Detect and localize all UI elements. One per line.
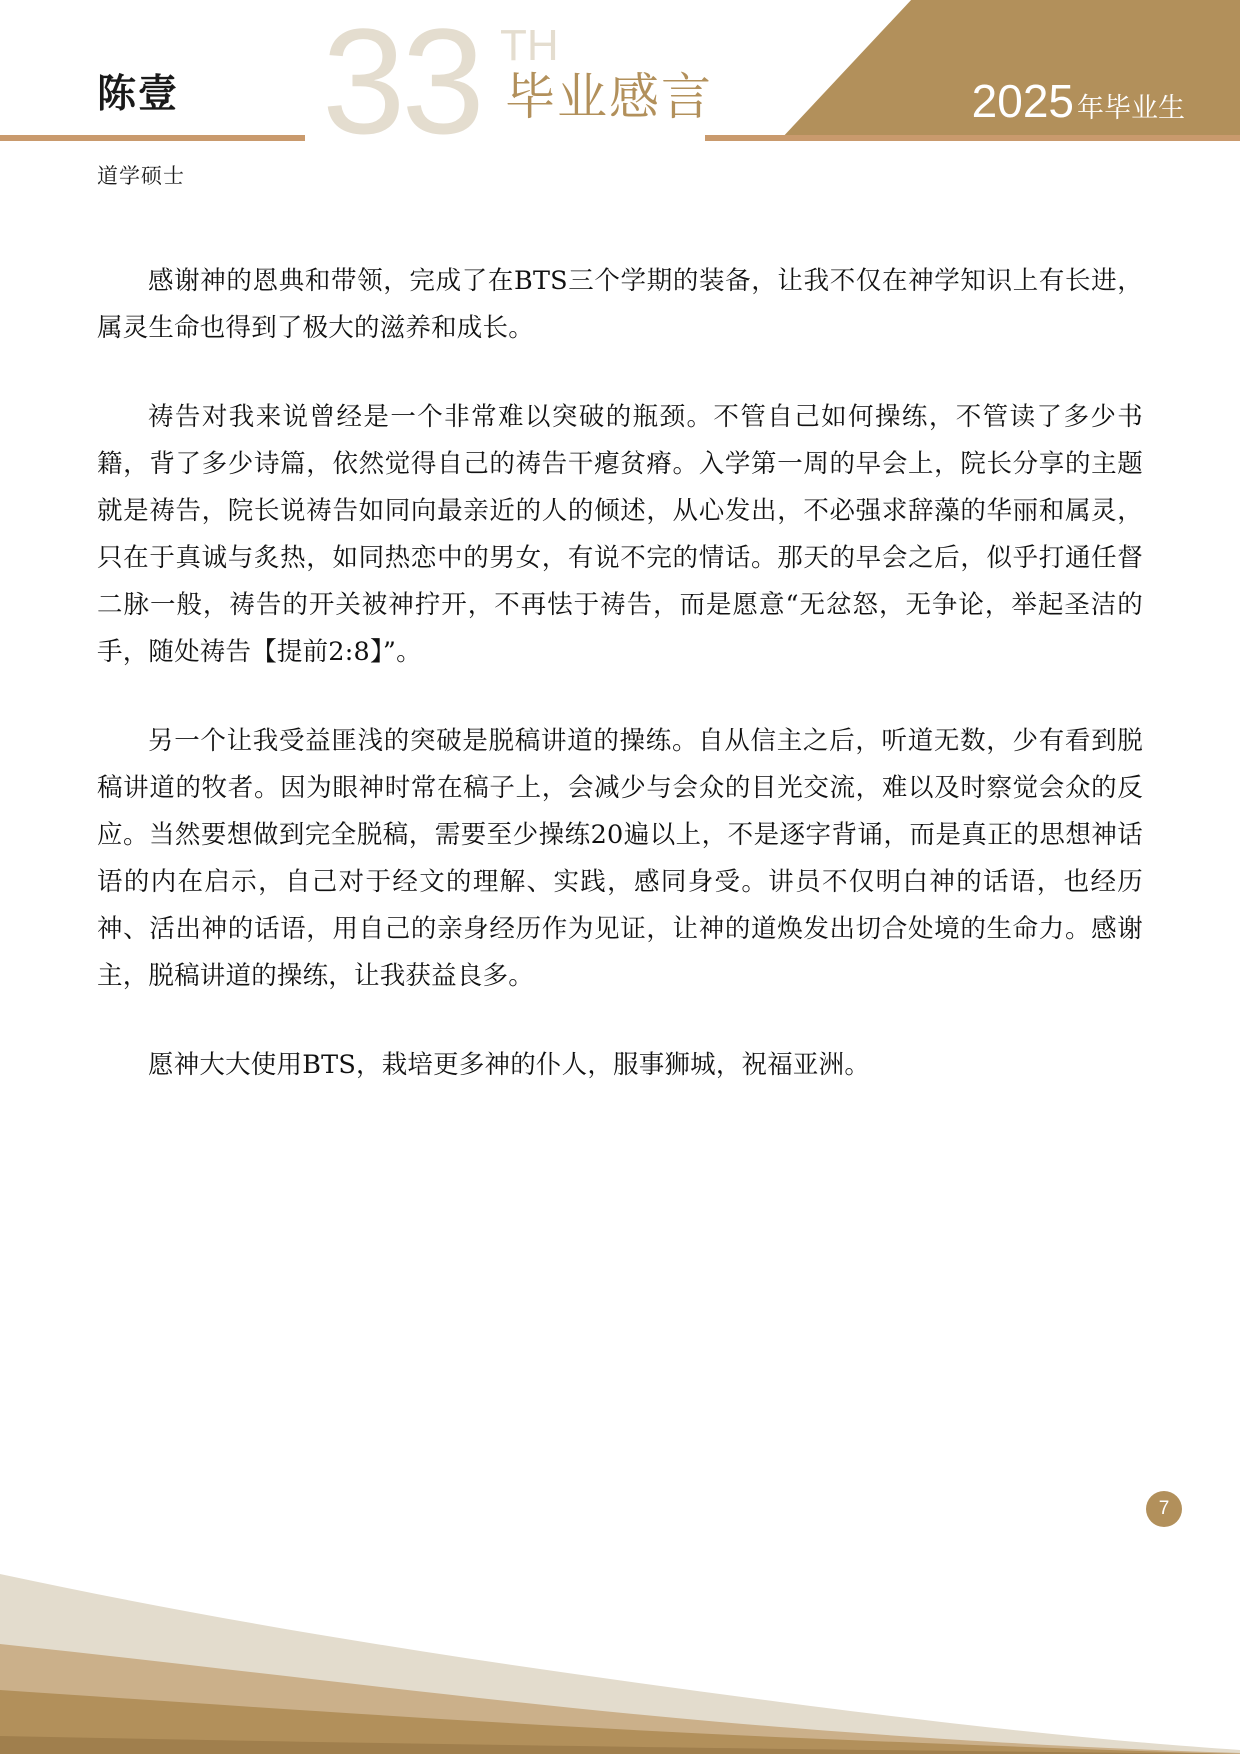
- graduation-year-number: 2025: [971, 75, 1074, 127]
- article-paragraph: 祷告对我来说曾经是一个非常难以突破的瓶颈。不管自己如何操练，不管读了多少书籍，背了多少诗篇，依然觉得自己的祷告干瘪贫瘠。入学第一周的早会上，院长分享的主题就是祷告，院长说祷告如同向最亲近的人的倾述，从心发出，不必强求辞藻的华丽和属灵，只在于真诚与炙热，如同热恋中的男女，有说不完的情话。那天的早会之后，似乎打通任督二脉一般，祷告的开关被神拧开，不再怯于祷告，而是愿意“无忿怒，无争论，举起圣洁的手，随处祷告【提前2:8】”。: [97, 402, 1143, 667]
- header-rule-right: [705, 135, 1240, 141]
- graduation-year-block: [971, 75, 1185, 127]
- section-title: 毕业感言: [505, 68, 713, 126]
- article-paragraph: 愿神大大使用BTS，栽培更多神的仆人，服事狮城，祝福亚洲。: [148, 1050, 871, 1080]
- footer-decoration: [0, 1454, 1240, 1754]
- article-body: [97, 258, 1143, 1089]
- graduate-name: 陈壹: [97, 72, 180, 117]
- header-rule-left: [0, 135, 305, 141]
- page-header: [0, 0, 1240, 210]
- graduation-year-label: 年毕业生: [1077, 93, 1185, 124]
- article-paragraph: 感谢神的恩典和带领，完成了在BTS三个学期的装备，让我不仅在神学知识上有长进，属灵生命也得到了极大的滋养和成长。: [97, 266, 1143, 343]
- footer-wave-graphic: [0, 1454, 1240, 1754]
- edition-number: 33: [322, 0, 481, 165]
- edition-ordinal-suffix: TH: [500, 21, 559, 70]
- footer-wave-mid: [0, 1644, 1240, 1754]
- footer-wave-light: [0, 1574, 1240, 1754]
- article-paragraph: 另一个让我受益匪浅的突破是脱稿讲道的操练。自从信主之后，听道无数，少有看到脱稿讲道的牧者。因为眼神时常在稿子上，会减少与会众的目光交流，难以及时察觉会众的反应。当然要想做到完全脱稿，需要至少操练20遍以上，不是逐字背诵，而是真正的思想神话语的内在启示，自己对于经文的理解、实践，感同身受。讲员不仅明白神的话语，也经历神、活出神的话语，用自己的亲身经历作为见证，让神的道焕发出切合处境的生命力。感谢主，脱稿讲道的操练，让我获益良多。: [97, 726, 1143, 991]
- footer-wave-accent: [0, 1736, 1240, 1754]
- footer-wave-dark: [0, 1690, 1240, 1754]
- page-number-badge: 7: [1146, 1491, 1182, 1527]
- graduate-degree: 道学硕士: [97, 164, 185, 188]
